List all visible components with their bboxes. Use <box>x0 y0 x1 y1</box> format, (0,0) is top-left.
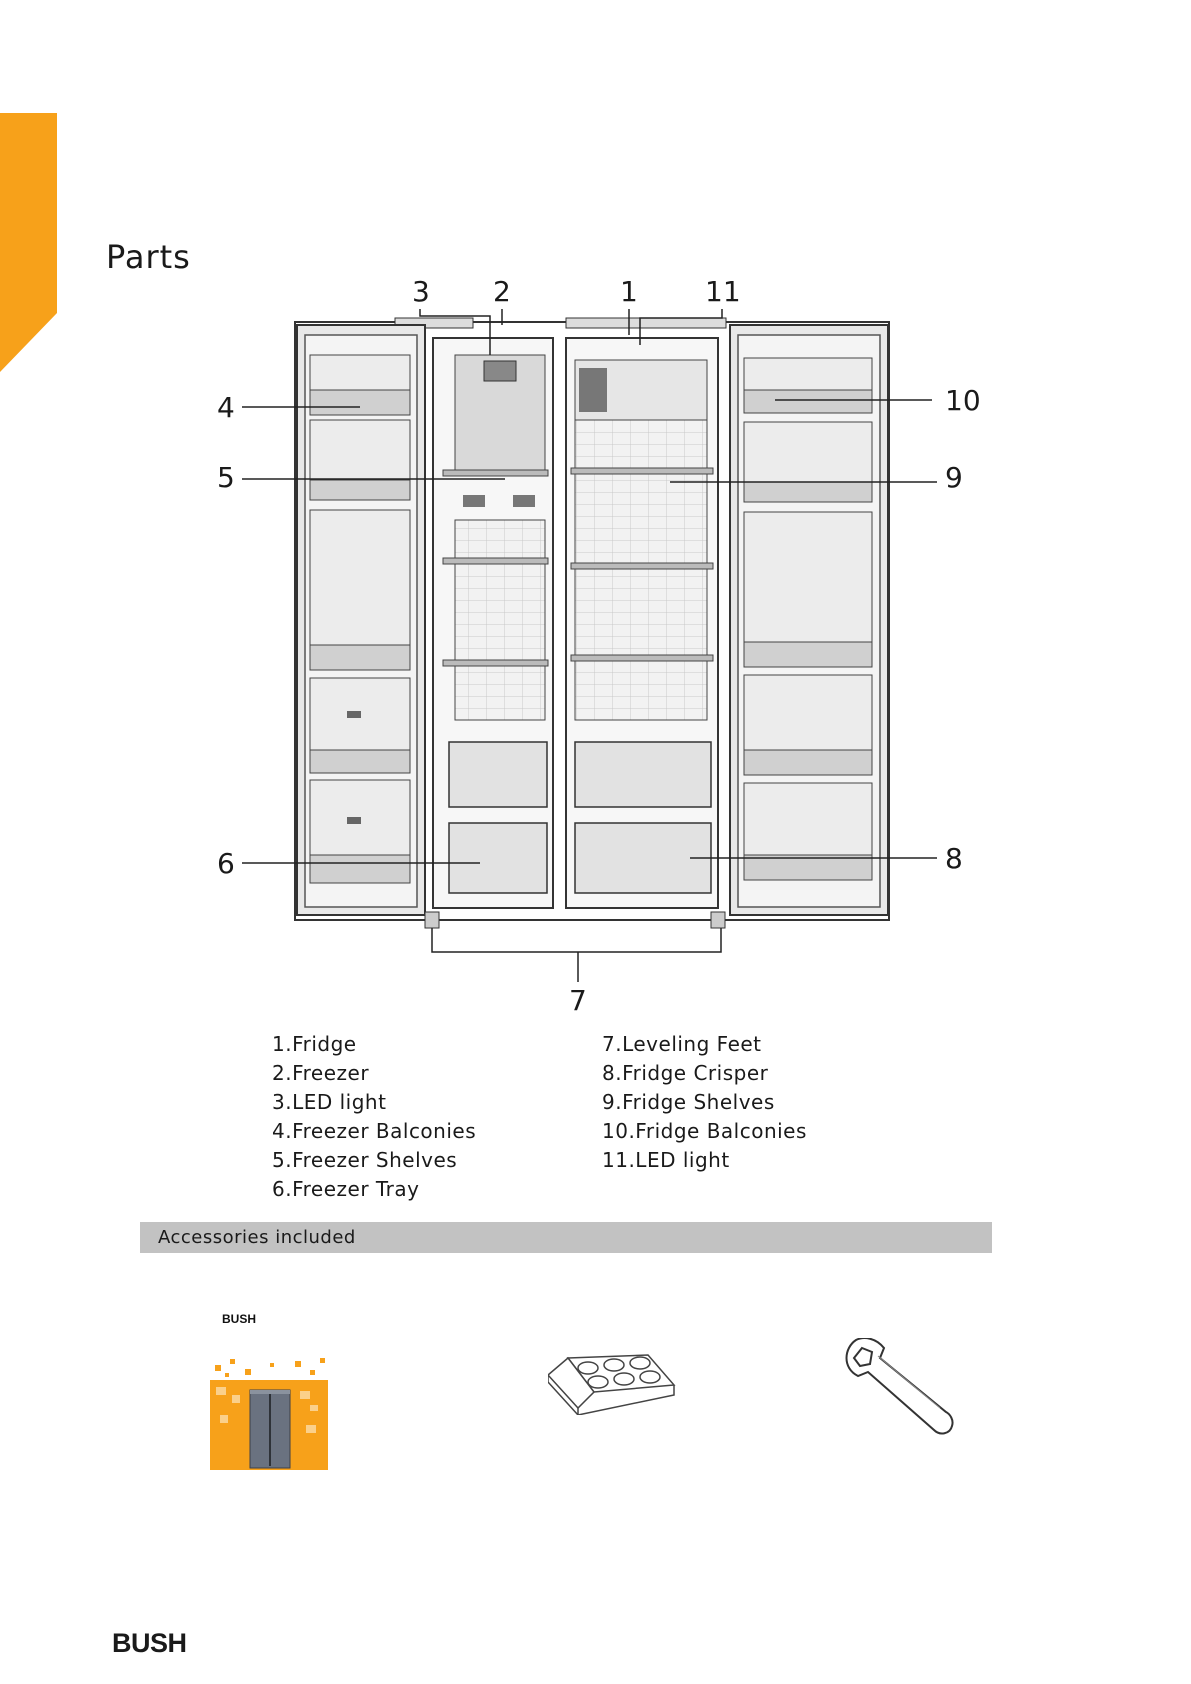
callout-11: 11 <box>705 275 741 308</box>
part-item: 2.Freezer <box>272 1061 370 1085</box>
callout-7: 7 <box>569 984 587 1017</box>
callout-1: 1 <box>620 275 638 308</box>
part-item: 7.Leveling Feet <box>602 1032 762 1056</box>
accessories-heading-bar <box>140 1222 992 1253</box>
part-item: 11.LED light <box>602 1148 730 1172</box>
callout-4: 4 <box>217 391 235 424</box>
callout-10: 10 <box>945 384 981 417</box>
freezer-compartment <box>433 338 553 908</box>
fridge-compartment <box>566 338 718 908</box>
part-item: 4.Freezer Balconies <box>272 1119 477 1143</box>
callout-3: 3 <box>412 275 430 308</box>
page-title: Parts <box>106 238 191 276</box>
accessories-heading: Accessories included <box>158 1227 356 1248</box>
parts-list-right <box>602 1030 807 1175</box>
part-item: 3.LED light <box>272 1090 387 1114</box>
callout-5: 5 <box>217 461 235 494</box>
callout-6: 6 <box>217 847 235 880</box>
callout-2: 2 <box>493 275 511 308</box>
part-item: 9.Fridge Shelves <box>602 1090 775 1114</box>
freezer-door <box>297 325 425 915</box>
user-manual-icon <box>210 1355 330 1470</box>
part-item: 6.Freezer Tray <box>272 1177 420 1201</box>
part-item: 1.Fridge <box>272 1032 357 1056</box>
part-item: 8.Fridge Crisper <box>602 1061 769 1085</box>
part-item: 10.Fridge Balconies <box>602 1119 807 1143</box>
fridge-door <box>730 325 888 915</box>
parts-list-left <box>272 1030 476 1204</box>
part-item: 5.Freezer Shelves <box>272 1148 458 1172</box>
spanner-icon <box>842 1338 967 1438</box>
egg-tray-icon <box>548 1350 678 1415</box>
callout-8: 8 <box>945 842 963 875</box>
callout-9: 9 <box>945 461 963 494</box>
manual-brand-label: BUSH <box>222 1312 257 1326</box>
footer-brand-logo: BUSH <box>112 1628 187 1658</box>
